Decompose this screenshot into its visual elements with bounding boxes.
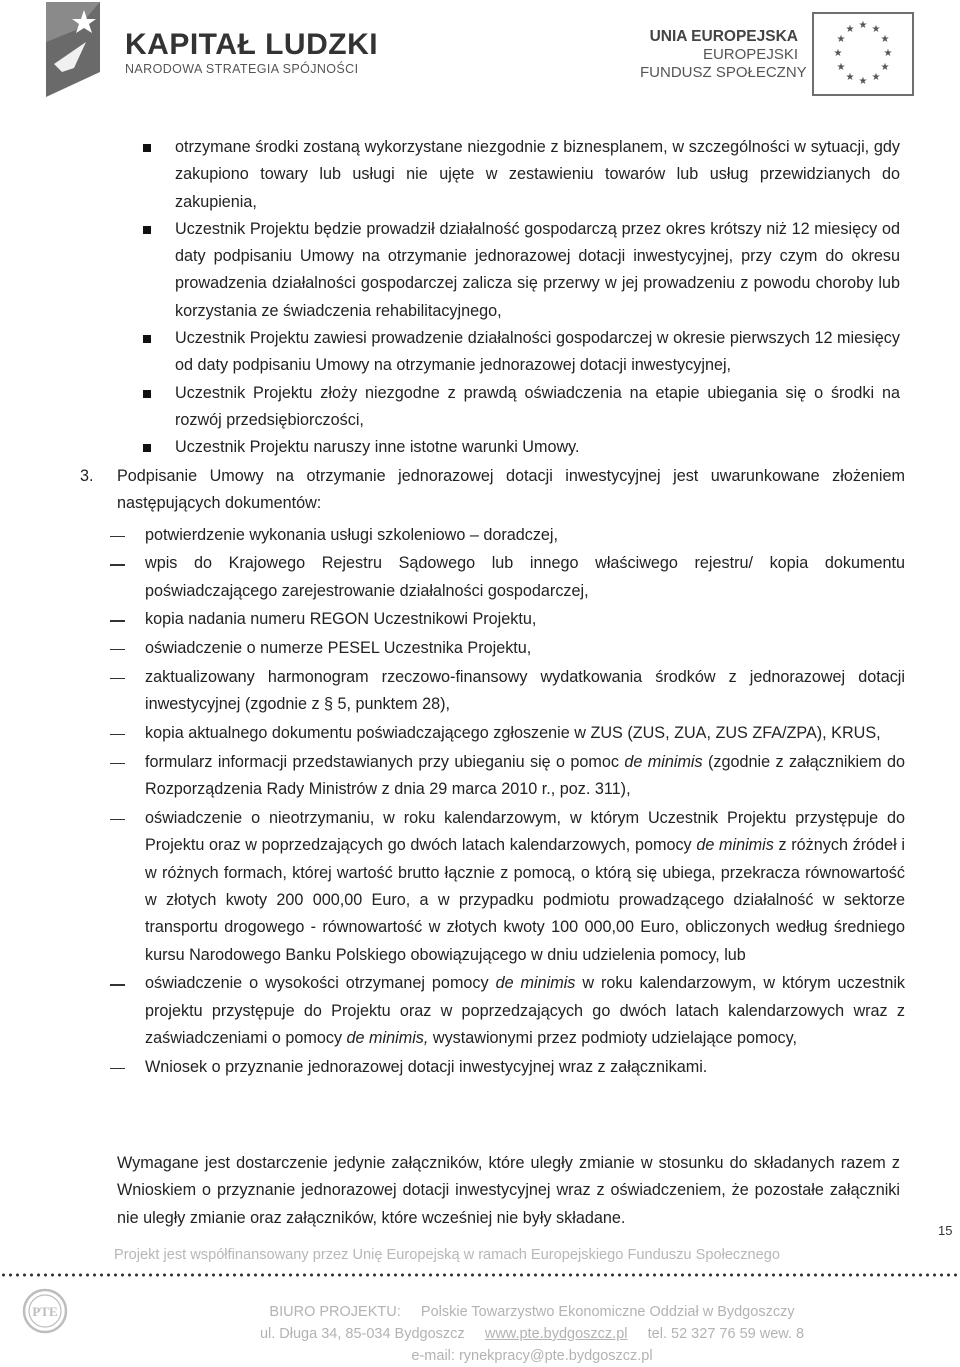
svg-text:★: ★ (833, 48, 843, 59)
document-text: wystawionymi przez podmioty udzielające pomocy, (428, 1028, 797, 1047)
document-text: kopia aktualnego dokumentu poświadczającego zgłoszenie w ZUS (ZUS, ZUA, ZUS ZFA/ZPA), KRUS, (145, 724, 881, 743)
document-item (80, 749, 905, 804)
document-text: oświadczenie o wysokości otrzymanej pomocy (145, 974, 496, 993)
footer-divider (0, 1272, 960, 1278)
document-term: de minimis (696, 836, 774, 855)
document-item (80, 550, 905, 605)
office-line (232, 1301, 832, 1323)
website-link[interactable]: www.pte.bydgoszcz.pl (484, 1326, 628, 1342)
condition-item: Uczestnik Projektu naruszy inne istotne warunki Umowy. (143, 434, 900, 461)
svg-text:★: ★ (836, 62, 846, 73)
svg-text:★: ★ (858, 20, 868, 31)
document-item (80, 606, 905, 633)
document-text: (zgodnie z załącznikiem do Rozporządzenia Rady Ministrów z dnia 29 marca 2010 r., poz. 311), (145, 752, 906, 799)
office-phone: tel. 52 327 76 59 wew. 8 (647, 1326, 805, 1342)
svg-text:★: ★ (836, 34, 846, 45)
document-item (80, 664, 905, 719)
document-text: oświadczenie o nieotrzymaniu, w roku kalendarzowym, w którym Uczestnik Projektu przystępuje do Projektu oraz w poprzedzających go dwóch latach kalendarzowych, pomocy (145, 809, 905, 855)
document-term: de minimis (624, 752, 703, 771)
document-text: Wniosek o przyznanie jednorazowej dotacji inwestycyjnej wraz z załącznikami. (145, 1057, 708, 1076)
documents-list (80, 522, 905, 1081)
document-item (80, 970, 905, 1052)
svg-text:★: ★ (883, 48, 893, 59)
kapital-ludzki-title: KAPITAŁ LUDZKI (125, 28, 379, 61)
project-office-info (232, 1301, 832, 1367)
conditions-list (143, 134, 900, 462)
document-item (80, 805, 905, 969)
condition-item: Uczestnik Projektu złoży niezgodne z prawdą oświadczenia na etapie ubiegania się o środki na rozwój przedsiębiorczości, (143, 380, 900, 435)
document-item (80, 522, 905, 549)
office-name: Polskie Towarzystwo Ekonomiczne Oddział w Bydgoszczy (420, 1304, 795, 1320)
eu-union-label: UNIA EUROPEJSKA (649, 28, 798, 45)
section-intro: Podpisanie Umowy na otrzymanie jednorazowej dotacji inwestycyjnej jest uwarunkowane złożeniem następujących dokumentów: (117, 467, 905, 513)
document-item (80, 1054, 905, 1081)
svg-text:★: ★ (845, 24, 855, 35)
document-text: w roku kalendarzowym, w którym uczestnik projektu przystępuje do Projektu oraz w poprzedzających go dwóch latach kalendarzowych wraz z zaświadczeniami o pomocy (145, 974, 906, 1047)
kapital-ludzki-logo-icon (46, 2, 106, 97)
document-text: kopia nadania numeru REGON Uczestnikowi Projektu, (145, 610, 537, 629)
document-term: de minimis (495, 974, 576, 993)
document-item (80, 720, 905, 747)
document-text: oświadczenie o numerze PESEL Uczestnika Projektu, (145, 639, 532, 658)
eu-fund-line1: EUROPEJSKI (702, 46, 798, 63)
document-text: wpis do Krajowego Rejestru Sądowego lub innego właściwego rejestru/ kopia dokumentu poświadczającego zarejestrowanie działalności gospodarczej, (145, 554, 905, 600)
page-number: 15 (938, 1223, 953, 1238)
section-3 (80, 463, 905, 1081)
condition-item: otrzymane środki zostaną wykorzystane niezgodnie z biznesplanem, w szczególności w sytuacji, gdy zakupiono towary lub usługi nie ujęte w zestawieniu towarów lub usług przewidzianych do zakupienia, (143, 134, 900, 216)
condition-item: Uczestnik Projektu zawiesi prowadzenie działalności gospodarczej w okresie pierwszych 12 miesięcy od daty podpisaniu Umowy na otrzymanie jednorazowej dotacji inwestycyjnej, (143, 325, 900, 380)
svg-text:★: ★ (880, 34, 890, 45)
pte-logo-icon (22, 1288, 68, 1334)
document-text: formularz informacji przedstawianych przy ubieganiu się o pomoc (145, 752, 625, 771)
eu-logo-text (640, 28, 807, 82)
kapital-ludzki-subtitle: NARODOWA STRATEGIA SPÓJNOŚCI (125, 62, 359, 76)
eu-flag-icon (812, 12, 914, 96)
pte-logo-text: PTE (32, 1304, 58, 1319)
condition-item: Uczestnik Projektu będzie prowadził działalność gospodarczą przez okres krótszy niż 12 miesięcy od daty podpisaniu Umowy na otrzymanie jednorazowej dotacji inwestycyjnej, przy czym do okresu prowadzenia działalności gospodarczej zalicza się przerwy w jej prowadzeniu z powodu choroby lub korzystania ze świadczenia rehabilitacyjnego, (143, 216, 900, 325)
office-address: ul. Długa 34, 85-034 Bydgoszcz (259, 1326, 465, 1342)
office-label: BIURO PROJEKTU: (269, 1304, 401, 1320)
cofinancing-note: Projekt jest współfinansowany przez Unię Europejską w ramach Europejskiego Funduszu Społecznego (114, 1247, 780, 1263)
svg-text:★: ★ (845, 72, 855, 83)
document-text: potwierdzenie wykonania usługi szkoleniowo – doradczej, (145, 525, 559, 544)
contact-line (232, 1323, 832, 1345)
document-item (80, 635, 905, 662)
svg-text:★: ★ (880, 62, 890, 73)
section-number: 3. (80, 467, 94, 485)
eu-fund-line2: FUNDUSZ SPOŁECZNY (640, 64, 807, 81)
closing-paragraph (117, 1150, 900, 1232)
document-term: de minimis, (346, 1028, 429, 1047)
document-text: z różnych źródeł i w różnych formach, której wartość brutto łącznie z pomocą, o którą się ubiega, przekracza równowartość w złotych kwoty 200 000,00 Euro, a w przypadku podmiotu prowadzącego działalność w sektorze transportu drogowego - równowartość w złotych kwoty 100 000,00 Euro, obliczonych według średniego kursu Narodowego Banku Polskiego obowiązującego w dniu udzielenia pomocy, lub (145, 836, 905, 964)
svg-text:★: ★ (871, 24, 881, 35)
svg-text:★: ★ (871, 72, 881, 83)
svg-text:★: ★ (858, 76, 868, 87)
closing-text: Wymagane jest dostarczenie jedynie załączników, które uległy zmianie w stosunku do składanych razem z Wnioskiem o przyznanie jednorazowej dotacji inwestycyjnej wraz z oświadczeniem, że pozostałe załączniki nie uległy zmianie oraz załączników, które wcześniej nie były składane. (117, 1154, 900, 1227)
office-email[interactable]: e-mail: rynekpracy@pte.bydgoszcz.pl (411, 1348, 653, 1364)
document-text: zaktualizowany harmonogram rzeczowo-finansowy wydatkowania środków z jednorazowej dotacji inwestycyjnej (zgodnie z § 5, punktem 28), (145, 668, 905, 714)
